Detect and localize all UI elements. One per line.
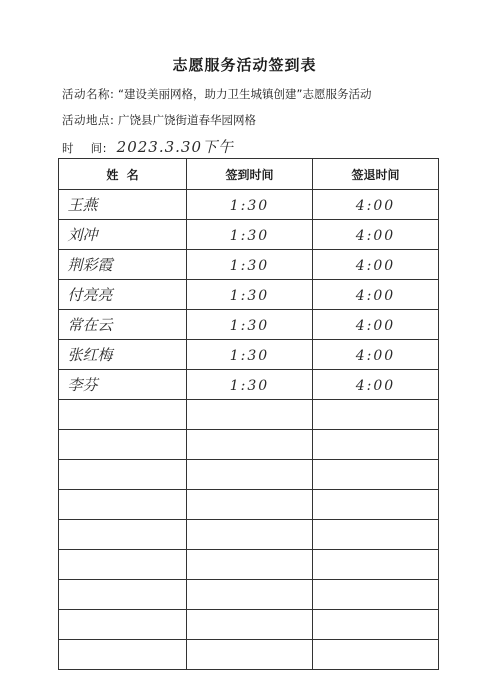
signer-name-cell: [59, 250, 187, 280]
sign-in-time-cell: [187, 340, 313, 370]
signer-name-cell: [59, 550, 187, 580]
table-row: [59, 400, 439, 430]
sign-out-time-cell: [313, 520, 439, 550]
table-row: [59, 610, 439, 640]
table-header-row: [59, 159, 439, 190]
activity-time-value: 2023.3.30下午: [116, 138, 234, 156]
table-row: [59, 220, 439, 250]
signer-name-cell: [59, 460, 187, 490]
signer-name: 荆彩霞: [67, 256, 113, 274]
activity-place-value: 广饶县广饶街道春华园网格: [118, 113, 257, 127]
sign-in-time-cell: [187, 490, 313, 520]
sign-in-time-cell: [187, 250, 313, 280]
table-row: [59, 430, 439, 460]
table-row: [59, 550, 439, 580]
sign-in-time-cell: [187, 460, 313, 490]
sign-in-time: 1:30: [229, 348, 270, 364]
signer-name-cell: [59, 190, 187, 220]
activity-time-label: 时 间:: [62, 141, 107, 155]
signer-name-cell: [59, 430, 187, 460]
signer-name: 刘冲: [67, 226, 98, 244]
signer-name-cell: [59, 340, 187, 370]
sign-out-time-cell: [313, 190, 439, 220]
activity-name-label: 活动名称:: [62, 87, 115, 101]
page-title: 志愿服务活动签到表: [172, 56, 317, 74]
activity-place-line: [62, 112, 256, 128]
sign-in-time-cell: [187, 220, 313, 250]
sign-out-time-cell: [313, 400, 439, 430]
activity-name-value: “建设美丽网格，助力卫生城镇创建”志愿服务活动: [118, 87, 372, 101]
signer-name-cell: [59, 370, 187, 400]
sign-in-time-cell: [187, 520, 313, 550]
signer-name-cell: [59, 280, 187, 310]
signer-name-cell: [59, 310, 187, 340]
sign-in-time-cell: [187, 580, 313, 610]
signer-name: 付亮亮: [67, 286, 113, 304]
sign-out-time-cell: [313, 310, 439, 340]
signer-name: 张红梅: [67, 346, 113, 364]
signer-name-cell: [59, 580, 187, 610]
sign-in-time-cell: [187, 190, 313, 220]
sign-in-time-cell: [187, 430, 313, 460]
sign-out-time: 4:00: [355, 228, 396, 244]
sign-in-time-cell: [187, 280, 313, 310]
activity-name-line: [62, 86, 371, 102]
sign-in-time: 1:30: [229, 318, 270, 334]
sign-in-time-cell: [187, 550, 313, 580]
signer-name: 常在云: [67, 316, 113, 334]
header-name: 姓 名: [59, 159, 187, 190]
sign-in-time: 1:30: [229, 198, 270, 214]
sign-out-time-cell: [313, 580, 439, 610]
signer-name-cell: [59, 220, 187, 250]
sign-out-time: 4:00: [355, 318, 396, 334]
sign-out-time-cell: [313, 550, 439, 580]
table-row: [59, 640, 439, 670]
sign-in-time: 1:30: [229, 258, 270, 274]
table-row: [59, 580, 439, 610]
sign-out-time: 4:00: [355, 378, 396, 394]
signer-name-cell: [59, 610, 187, 640]
sign-in-time-cell: [187, 400, 313, 430]
sign-out-time-cell: [313, 220, 439, 250]
activity-place-label: 活动地点:: [62, 113, 115, 127]
sign-out-time-cell: [313, 250, 439, 280]
table-row: [59, 190, 439, 220]
sign-in-table: [58, 158, 439, 670]
signer-name: 王燕: [67, 196, 98, 214]
signer-name: 李芬: [67, 376, 98, 394]
table-row: [59, 370, 439, 400]
signer-name-cell: [59, 400, 187, 430]
table-row: [59, 250, 439, 280]
signer-name-cell: [59, 520, 187, 550]
sign-out-time-cell: [313, 370, 439, 400]
table-row: [59, 340, 439, 370]
sign-out-time: 4:00: [355, 288, 396, 304]
table-row: [59, 310, 439, 340]
sign-out-time-cell: [313, 610, 439, 640]
sign-out-time: 4:00: [355, 258, 396, 274]
sign-in-time-cell: [187, 640, 313, 670]
sign-in-time-cell: [187, 610, 313, 640]
sign-out-time-cell: [313, 340, 439, 370]
activity-time-line: [62, 136, 234, 157]
sign-in-time: 1:30: [229, 228, 270, 244]
signer-name-cell: [59, 640, 187, 670]
sign-out-time: 4:00: [355, 198, 396, 214]
sign-out-time-cell: [313, 430, 439, 460]
sign-in-time-cell: [187, 370, 313, 400]
table-row: [59, 490, 439, 520]
sign-out-time-cell: [313, 490, 439, 520]
signer-name-cell: [59, 490, 187, 520]
sign-out-time-cell: [313, 280, 439, 310]
sign-in-time-cell: [187, 310, 313, 340]
table-row: [59, 280, 439, 310]
sign-out-time: 4:00: [355, 348, 396, 364]
sign-in-time: 1:30: [229, 378, 270, 394]
sign-in-time: 1:30: [229, 288, 270, 304]
header-sign-in-time: 签到时间: [187, 159, 313, 190]
header-sign-out-time: 签退时间: [313, 159, 439, 190]
sign-out-time-cell: [313, 460, 439, 490]
table-row: [59, 460, 439, 490]
sign-out-time-cell: [313, 640, 439, 670]
table-row: [59, 520, 439, 550]
